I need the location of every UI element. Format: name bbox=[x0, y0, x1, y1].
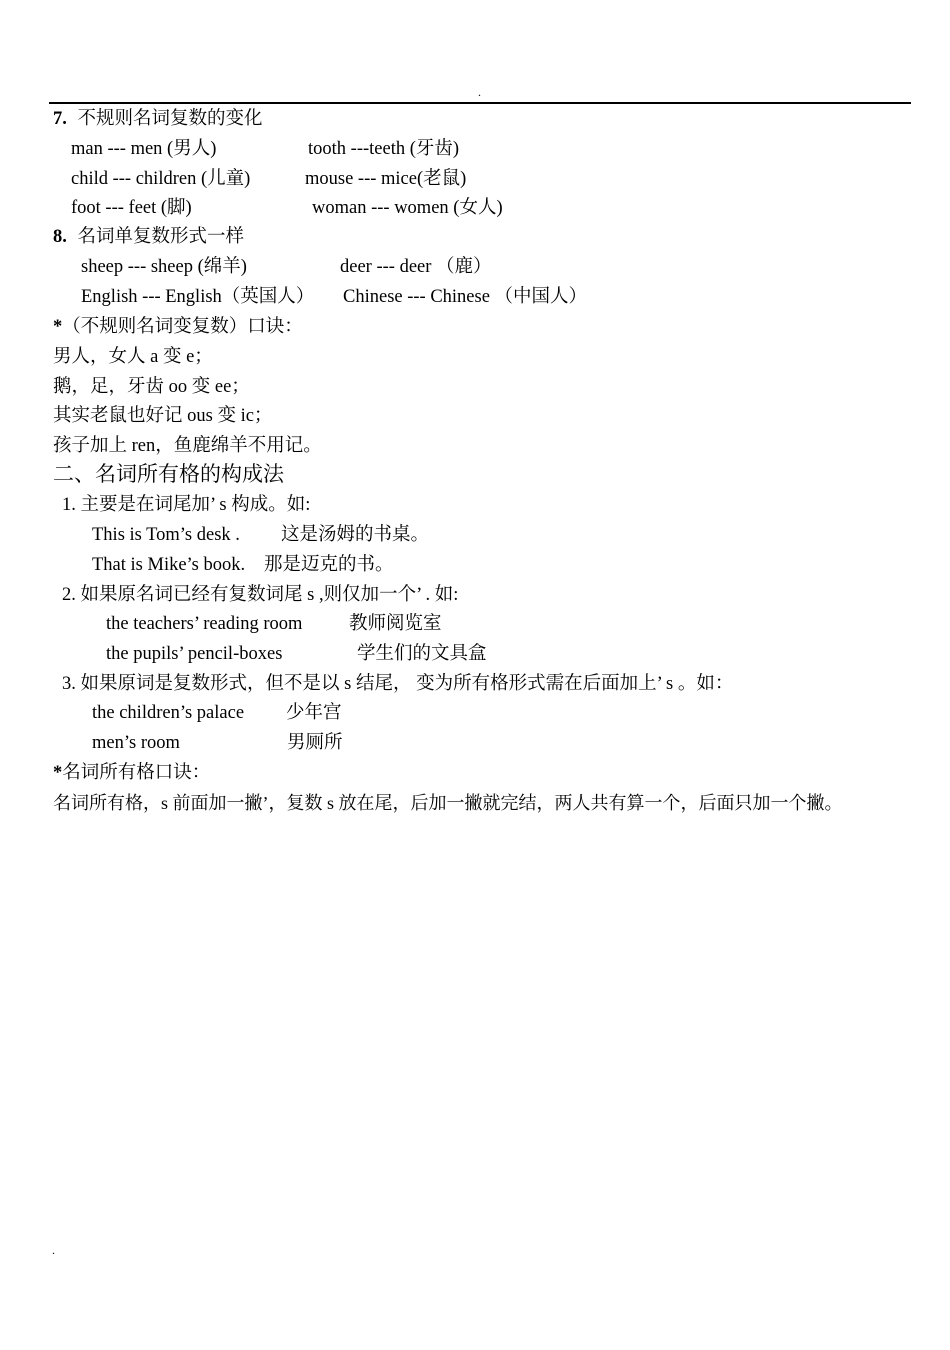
rhyme-1-line: 鹅，足，牙齿 oo 变 ee； bbox=[53, 377, 250, 397]
rhyme-2-heading bbox=[53, 762, 210, 784]
example-chinese: 这是汤姆的书桌。 bbox=[281, 525, 430, 545]
rhyme-1-heading bbox=[53, 316, 303, 338]
plural-pair-left: child --- children (儿童) bbox=[71, 169, 251, 189]
possessive-rule-1: 1. 主要是在词尾加’ s 构成。如: bbox=[62, 495, 311, 515]
example-english: the teachers’ reading room bbox=[106, 614, 303, 634]
section-7-number: 7. bbox=[53, 109, 67, 129]
example-english: men’s room bbox=[92, 733, 180, 753]
possessive-rule-3: 3. 如果原词是复数形式，但不是以 s 结尾， 变为所有格形式需在后面加上’ s 。如： bbox=[62, 674, 734, 694]
same-form-pair-right: Chinese --- Chinese （中国人） bbox=[343, 287, 588, 307]
same-form-pair-right: deer --- deer （鹿） bbox=[340, 257, 492, 277]
section-7-heading bbox=[53, 108, 263, 130]
plural-pair-left: foot --- feet (脚) bbox=[71, 198, 192, 218]
plural-pair-right: woman --- women (女人) bbox=[312, 198, 503, 218]
section-two-heading: 二、名词所有格的构成法 bbox=[53, 462, 284, 486]
plural-pair-right: mouse --- mice(老鼠) bbox=[305, 169, 467, 189]
section-8-number: 8. bbox=[53, 227, 67, 247]
same-form-pair-left: sheep --- sheep (绵羊) bbox=[81, 257, 247, 277]
rhyme-2-title: 名词所有格口诀： bbox=[62, 763, 211, 783]
example-english: This is Tom’s desk . bbox=[92, 525, 240, 545]
rhyme-1-title: （不规则名词变复数）口诀： bbox=[62, 317, 303, 337]
plural-pair-right: tooth ---teeth (牙齿) bbox=[308, 139, 460, 159]
rhyme-1-line: 孩子加上 ren，鱼鹿绵羊不用记。 bbox=[53, 436, 322, 456]
rhyme-1-star: * bbox=[53, 317, 63, 337]
example-chinese: 学生们的文具盒 bbox=[357, 644, 487, 664]
example-chinese: 男厕所 bbox=[287, 733, 343, 753]
rhyme-1-line: 其实老鼠也好记 ous 变 ic； bbox=[53, 406, 273, 426]
section-8-heading bbox=[53, 226, 244, 248]
same-form-pair-left: English --- English（英国人） bbox=[81, 287, 315, 307]
rhyme-2-star: * bbox=[53, 763, 63, 783]
rhyme-2-text: 名词所有格，s 前面加一撇’，复数 s 放在尾，后加一撇就完结，两人共有算一个，后面只加一个撇。 bbox=[53, 793, 843, 813]
example-chinese: 那是迈克的书。 bbox=[264, 555, 394, 575]
example-chinese: 教师阅览室 bbox=[349, 614, 442, 634]
example-english: That is Mike’s book. bbox=[92, 555, 246, 575]
footer-mark: . bbox=[52, 1243, 55, 1257]
plural-pair-left: man --- men (男人) bbox=[71, 139, 217, 159]
header-mark: . bbox=[478, 85, 481, 99]
section-8-title: 名词单复数形式一样 bbox=[77, 227, 245, 247]
rhyme-1-line: 男人，女人 a 变 e； bbox=[53, 347, 213, 367]
header-rule bbox=[49, 102, 911, 104]
example-english: the children’s palace bbox=[92, 703, 245, 723]
section-7-title: 不规则名词复数的变化 bbox=[77, 109, 263, 129]
example-chinese: 少年宫 bbox=[286, 703, 342, 723]
possessive-rule-2: 2. 如果原名词已经有复数词尾 s ,则仅加一个’ . 如: bbox=[62, 585, 459, 605]
example-english: the pupils’ pencil-boxes bbox=[106, 644, 283, 664]
